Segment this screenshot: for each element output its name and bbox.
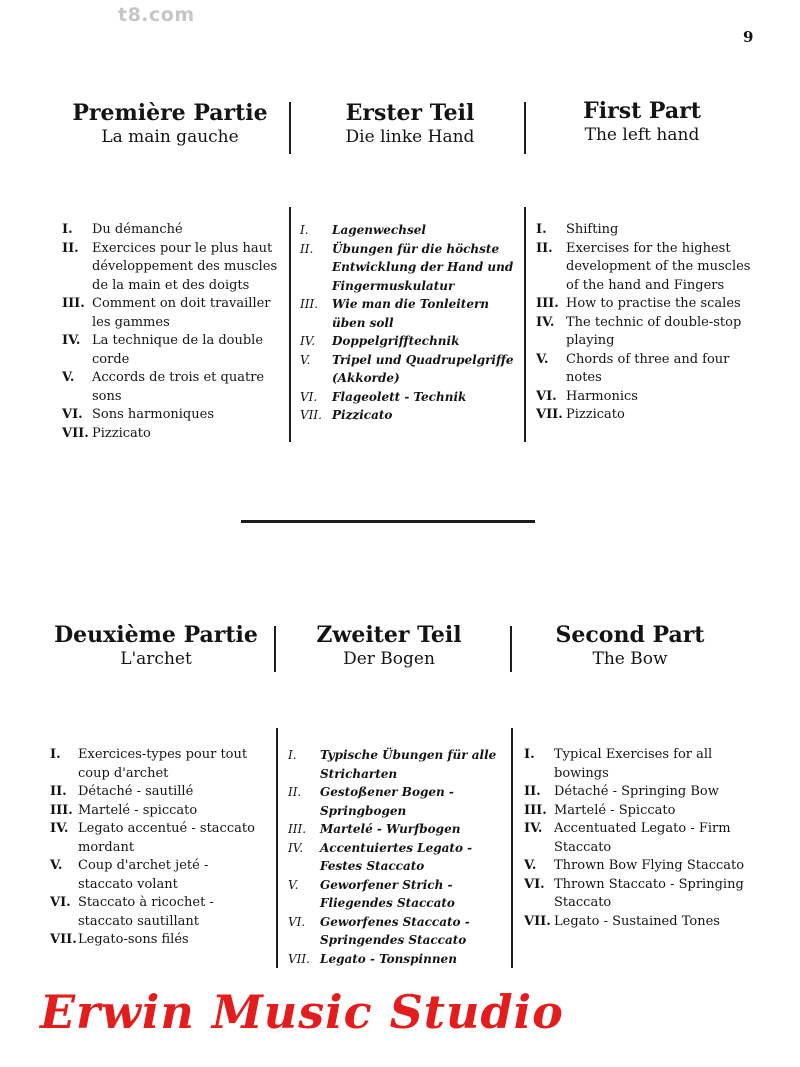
- item-text: Übungen für die höchste Entwicklung der Hand und Fingermuskulatur: [332, 241, 514, 293]
- item-text: Harmonics: [566, 388, 638, 404]
- list-item: [300, 406, 516, 425]
- part2-german-heading: [278, 622, 500, 670]
- item-number: IV.: [62, 333, 81, 348]
- item-number: V.: [288, 877, 299, 892]
- list-item: [536, 240, 754, 296]
- part2-heading-divider-right: [510, 626, 512, 672]
- item-text: Doppelgrifftechnik: [332, 334, 460, 348]
- list-item: [524, 857, 748, 876]
- item-text: Geworfenes Staccato - Springendes Staccato: [320, 914, 470, 947]
- part2-french-list: [50, 746, 266, 950]
- item-text: Martelé - Spiccato: [554, 802, 676, 818]
- item-number: III.: [50, 802, 73, 818]
- part1-french-heading: [60, 100, 280, 148]
- part2-german-list: [288, 746, 502, 968]
- part1-french-subtitle: La main gauche: [101, 127, 239, 147]
- item-text: Sons harmoniques: [92, 407, 214, 422]
- part2-english-heading: [518, 622, 742, 670]
- item-number: IV.: [300, 334, 316, 348]
- list-item: [50, 802, 266, 821]
- item-text: Gestoßener Bogen - Springbogen: [320, 785, 454, 818]
- item-text: Comment on doit travailler les gammes: [92, 296, 271, 330]
- item-text: Chords of three and four notes: [566, 351, 730, 385]
- item-number: II.: [288, 785, 302, 799]
- part1-german-subtitle: Die linke Hand: [345, 127, 475, 147]
- item-number: V.: [536, 351, 549, 367]
- item-text: Pizzicato: [92, 425, 151, 441]
- item-number: V.: [50, 858, 63, 873]
- item-number: III.: [62, 296, 85, 311]
- list-item: [300, 221, 516, 240]
- part1-french-title: Première Partie: [72, 100, 268, 126]
- part2-french-title: Deuxième Partie: [54, 622, 258, 648]
- list-item: [536, 295, 754, 314]
- item-number: VI.: [536, 388, 557, 404]
- item-number: II.: [62, 240, 79, 256]
- part2-french-subtitle: L'archet: [120, 649, 192, 669]
- item-text: Martelé - spiccato: [78, 802, 198, 818]
- list-item: [536, 221, 754, 240]
- watermark-text: t8.com: [118, 4, 195, 26]
- part2-german-subtitle: Der Bogen: [343, 649, 435, 669]
- list-item: [300, 295, 516, 332]
- item-text: La technique de la double corde: [92, 333, 264, 367]
- part1-german-title: Erster Teil: [345, 100, 475, 126]
- item-number: I.: [524, 747, 535, 762]
- part1-english-title: First Part: [583, 98, 701, 124]
- part2-french-heading: [46, 622, 266, 670]
- item-number: IV.: [536, 314, 555, 330]
- list-item: [50, 820, 266, 857]
- part1-english-subtitle: The left hand: [584, 125, 700, 145]
- item-text: Tripel und Quadrupelgriffe (Akkorde): [332, 352, 514, 385]
- list-item: [50, 857, 266, 894]
- list-item: [300, 240, 516, 296]
- item-text: Exercices pour le plus haut développement des muscles de la main et des doigts: [92, 240, 278, 293]
- item-number: VII.: [50, 932, 77, 947]
- item-number: VII.: [62, 425, 89, 441]
- list-item: [536, 314, 754, 351]
- page-number: 9: [743, 28, 754, 46]
- item-text: Staccato à ricochet - staccato sautillant: [78, 895, 214, 929]
- item-text: Geworfener Strich - Fliegendes Staccato: [320, 877, 455, 910]
- item-number: VI.: [288, 914, 306, 929]
- list-item: [62, 240, 280, 296]
- item-text: Pizzicato: [332, 408, 393, 422]
- list-item: [50, 783, 266, 802]
- item-number: I.: [536, 222, 547, 237]
- item-text: Exercices-types pour tout coup d'archet: [78, 747, 248, 781]
- item-number: VI.: [524, 876, 545, 892]
- list-item: [62, 369, 280, 406]
- item-text: Legato - Tonspinnen: [320, 951, 457, 966]
- list-item: [62, 406, 280, 425]
- list-item: [288, 913, 502, 950]
- section-separator: [241, 520, 535, 523]
- list-item: [62, 332, 280, 369]
- item-number: IV.: [288, 840, 304, 855]
- part2-english-subtitle: The Bow: [592, 649, 668, 669]
- list-item: [62, 425, 280, 444]
- list-item: [288, 839, 502, 876]
- list-item: [300, 351, 516, 388]
- part1-list-divider-right: [524, 207, 526, 442]
- part2-english-list: [524, 746, 748, 931]
- list-item: [536, 351, 754, 388]
- item-text: Détaché - Springing Bow: [554, 784, 719, 799]
- part1-french-list: [62, 221, 280, 443]
- part1-english-heading: [532, 98, 752, 146]
- list-item: [288, 820, 502, 839]
- part2-german-title: Zweiter Teil: [316, 622, 462, 648]
- item-text: Typical Exercises for all bowings: [554, 747, 713, 781]
- list-item: [300, 388, 516, 407]
- item-number: III.: [524, 802, 547, 818]
- list-item: [62, 295, 280, 332]
- item-number: VII.: [300, 408, 322, 422]
- list-item: [288, 746, 502, 783]
- item-text: Legato - Sustained Tones: [554, 913, 720, 929]
- list-item: [50, 894, 266, 931]
- part1-german-list: [300, 221, 516, 425]
- item-number: VII.: [288, 951, 310, 966]
- item-text: Du démanché: [92, 222, 183, 237]
- item-text: Martelé - Wurfbogen: [320, 822, 461, 836]
- item-number: III.: [300, 297, 319, 311]
- list-item: [288, 783, 502, 820]
- item-number: I.: [288, 748, 297, 762]
- item-number: VII.: [524, 913, 551, 929]
- item-text: Pizzicato: [566, 407, 625, 422]
- item-text: Détaché - sautillé: [78, 784, 194, 799]
- item-number: IV.: [50, 821, 69, 836]
- part1-heading-divider-left: [289, 102, 291, 154]
- list-item: [536, 388, 754, 407]
- part1-german-heading: [300, 100, 520, 148]
- item-number: II.: [536, 240, 553, 256]
- list-item: [62, 221, 280, 240]
- item-text: Accentuated Legato - Firm Staccato: [554, 821, 731, 855]
- item-text: Typische Übungen für alle Stricharten: [320, 748, 497, 781]
- item-number: III.: [536, 296, 559, 311]
- item-text: Legato-sons filés: [78, 932, 189, 947]
- item-number: I.: [50, 747, 61, 762]
- item-number: III.: [288, 822, 307, 836]
- item-text: How to practise the scales: [566, 296, 741, 311]
- item-number: VII.: [536, 407, 563, 422]
- item-text: Wie man die Tonleitern üben soll: [332, 297, 490, 330]
- item-text: Flageolett - Technik: [332, 389, 467, 404]
- list-item: [50, 746, 266, 783]
- item-number: I.: [62, 222, 73, 237]
- item-number: II.: [300, 241, 314, 256]
- item-text: The technic of double-stop playing: [566, 314, 742, 348]
- item-number: IV.: [524, 821, 543, 836]
- item-number: II.: [50, 784, 67, 799]
- part2-heading-divider-left: [274, 626, 276, 672]
- list-item: [524, 783, 748, 802]
- item-text: Exercises for the highest development of the muscles of the hand and Fingers: [566, 240, 751, 293]
- list-item: [300, 332, 516, 351]
- item-text: Accords de trois et quatre sons: [92, 370, 265, 404]
- list-item: [524, 802, 748, 821]
- item-text: Thrown Staccato - Springing Staccato: [554, 876, 744, 910]
- item-text: Thrown Bow Flying Staccato: [554, 858, 745, 873]
- item-number: I.: [300, 223, 309, 237]
- item-number: V.: [524, 858, 537, 873]
- item-text: Accentuiertes Legato - Festes Staccato: [320, 840, 473, 873]
- list-item: [524, 746, 748, 783]
- studio-signature: Erwin Music Studio: [40, 985, 564, 1039]
- part2-english-title: Second Part: [555, 622, 705, 648]
- list-item: [50, 931, 266, 950]
- item-text: Coup d'archet jeté - staccato volant: [78, 858, 209, 892]
- item-number: II.: [524, 784, 541, 799]
- list-item: [524, 913, 748, 932]
- part1-heading-divider-right: [524, 102, 526, 154]
- item-text: Legato accentué - staccato mordant: [78, 821, 255, 855]
- list-item: [524, 876, 748, 913]
- part1-list-divider-left: [289, 207, 291, 442]
- item-number: VI.: [300, 389, 318, 404]
- item-number: V.: [62, 370, 75, 385]
- item-text: Lagenwechsel: [332, 223, 426, 237]
- item-number: V.: [300, 352, 311, 367]
- item-number: VI.: [50, 895, 71, 910]
- list-item: [288, 950, 502, 969]
- part2-list-divider-left: [276, 728, 278, 968]
- list-item: [536, 406, 754, 425]
- item-text: Shifting: [566, 222, 619, 237]
- part2-list-divider-right: [511, 728, 513, 968]
- part1-english-list: [536, 221, 754, 425]
- item-number: VI.: [62, 407, 83, 422]
- list-item: [524, 820, 748, 857]
- list-item: [288, 876, 502, 913]
